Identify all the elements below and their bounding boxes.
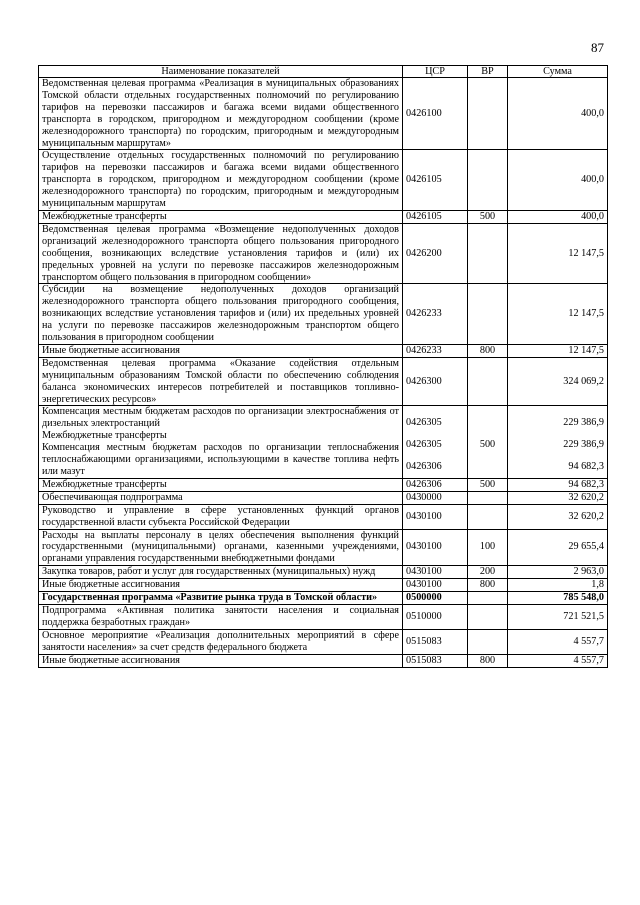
cell-vr: [468, 150, 508, 211]
cell-vr: 100: [468, 529, 508, 566]
cell-csr: 0426233: [403, 344, 468, 357]
merged-sum-cell: [508, 406, 608, 478]
table-row: [39, 566, 608, 579]
cell-sum: 1,8: [508, 579, 608, 592]
cell-name: Иные бюджетные ассигнования: [39, 344, 403, 357]
cell-name: Иные бюджетные ассигнования: [39, 579, 403, 592]
cell-sum: 29 655,4: [508, 529, 608, 566]
cell-csr: 0430100: [403, 504, 468, 529]
cell-sum: 12 147,5: [508, 284, 608, 345]
cell-csr: 0515083: [403, 629, 468, 654]
budget-table: [38, 65, 608, 668]
page-number: 87: [591, 40, 604, 55]
table-body-top: [39, 78, 608, 406]
cell-name: Ведомственная целевая программа «Возмещение недополученных доходов организаций железнодорожного транспорта общего пользования пригородного сообщения, возникающих вследствие установления тарифов и (или) их предельных уровней на услуги по перевозке пассажиров железнодорожным транспортом общего пользования в пригородном сообщении»: [39, 223, 403, 284]
cell-sum: 32 620,2: [508, 504, 608, 529]
cell-name: Ведомственная целевая программа «Реализация в муниципальных образованиях Томской области отдельных государственных полномочий по регулированию тарифов на перевозки пассажиров и багажа всеми видами общественного транспорта в городском, пригородном и междугородном сообщении (кроме железнодорожного транспорта) по городским, пригородным и междугородным муниципальным маршрутам»: [39, 78, 403, 150]
cell-vr: [468, 604, 508, 629]
merged-csr-cell: [403, 406, 468, 478]
cell-csr: 0430100: [403, 566, 468, 579]
cell-sum: 400,0: [508, 210, 608, 223]
merged-line-csr: 0426305: [406, 439, 442, 451]
cell-vr: 800: [468, 654, 508, 667]
merged-line-sum: 229 386,9: [563, 417, 604, 429]
cell-csr: 0426105: [403, 150, 468, 211]
cell-name: Руководство и управление в сфере установленных функций органов государственной власти субъекта Российской Федерации: [39, 504, 403, 529]
header-name: Наименование показателей: [39, 66, 403, 78]
table-row: [39, 223, 608, 284]
cell-csr: 0426300: [403, 357, 468, 406]
cell-csr: 0515083: [403, 654, 468, 667]
table-row: [39, 344, 608, 357]
cell-name: Расходы на выплаты персоналу в целях обеспечения выполнения функций государственными (муниципальными) органами, казенными учреждениями, органами управления государственными внебюджетными фондами: [39, 529, 403, 566]
cell-vr: [468, 284, 508, 345]
cell-sum: 785 548,0: [508, 592, 608, 605]
table-header-row: [39, 66, 608, 78]
table-row: [39, 504, 608, 529]
merged-line-vr: [471, 451, 504, 473]
cell-vr: [468, 504, 508, 529]
cell-name: Подпрограмма «Активная политика занятости населения и социальная поддержка безработных граждан»: [39, 604, 403, 629]
table-row: [39, 478, 608, 491]
cell-vr: 800: [468, 344, 508, 357]
merged-vr-cell: [468, 406, 508, 478]
cell-name: Ведомственная целевая программа «Оказание содействия отдельным муниципальным образованиям Томской области по обеспечению соблюдения баланса экономических интересов потребителей и поставщиков топливно-энергетических ресурсов»: [39, 357, 403, 406]
cell-csr: 0426200: [403, 223, 468, 284]
cell-vr: 800: [468, 579, 508, 592]
cell-csr: 0510000: [403, 604, 468, 629]
cell-csr: 0426100: [403, 78, 468, 150]
table-row: [39, 357, 608, 406]
cell-name: Государственная программа «Развитие рынка труда в Томской области»: [39, 592, 403, 605]
cell-csr: 0430000: [403, 491, 468, 504]
cell-sum: 400,0: [508, 78, 608, 150]
cell-csr: 0500000: [403, 592, 468, 605]
cell-vr: [468, 78, 508, 150]
cell-csr: 0430100: [403, 529, 468, 566]
cell-sum: 4 557,7: [508, 629, 608, 654]
table-row: [39, 629, 608, 654]
merged-name-cell: [39, 406, 403, 478]
merged-line-name: Компенсация местным бюджетам расходов по организации электроснабжения от дизельных электростанций: [42, 406, 399, 430]
cell-name: Субсидии на возмещение недополученных доходов организаций железнодорожного транспорта общего пользования пригородного сообщения, возникающих вследствие установления тарифов и (или) их предельных уровней на услуги по перевозке пассажиров железнодорожным транспортом общего пользования в пригородном сообщении: [39, 284, 403, 345]
cell-vr: 200: [468, 566, 508, 579]
merged-line-sum: 229 386,9: [563, 439, 604, 451]
cell-vr: [468, 629, 508, 654]
cell-sum: 12 147,5: [508, 344, 608, 357]
cell-csr: 0426105: [403, 210, 468, 223]
table-row: [39, 491, 608, 504]
cell-vr: [468, 592, 508, 605]
merged-line-name: Межбюджетные трансферты: [42, 430, 167, 442]
table-body-bottom: [39, 478, 608, 667]
cell-vr: 500: [468, 210, 508, 223]
merged-line-name: Компенсация местным бюджетам расходов по организации теплоснабжения теплоснабжающими организациями, использующими в качестве топлива нефть или мазут: [42, 442, 399, 477]
table-body-merged: [39, 406, 608, 478]
cell-vr: 500: [468, 478, 508, 491]
cell-sum: 2 963,0: [508, 566, 608, 579]
cell-name: Закупка товаров, работ и услуг для государственных (муниципальных) нужд: [39, 566, 403, 579]
cell-name: Иные бюджетные ассигнования: [39, 654, 403, 667]
header-vr: ВР: [468, 66, 508, 78]
cell-csr: 0426233: [403, 284, 468, 345]
table-row-merged: [39, 406, 608, 478]
cell-name: Межбюджетные трансферты: [39, 210, 403, 223]
table-row: [39, 284, 608, 345]
header-csr: ЦСР: [403, 66, 468, 78]
merged-line-csr: 0426305: [406, 417, 442, 429]
merged-line-vr: 500: [479, 439, 496, 451]
cell-sum: 400,0: [508, 150, 608, 211]
cell-csr: 0426306: [403, 478, 468, 491]
cell-vr: [468, 223, 508, 284]
cell-name: Осуществление отдельных государственных полномочий по регулированию тарифов на перевозки пассажиров и багажа всеми видами общественного транспорта в городском, пригородном и междугородном сообщении (кроме железнодорожного транспорта) по городским, пригородным и междугородным муниципальным маршрутам: [39, 150, 403, 211]
table-row: [39, 529, 608, 566]
cell-vr: [468, 357, 508, 406]
cell-csr: 0430100: [403, 579, 468, 592]
merged-line-sum: 94 682,3: [568, 461, 604, 473]
cell-name: Межбюджетные трансферты: [39, 478, 403, 491]
table-row: [39, 604, 608, 629]
cell-name: Обеспечивающая подпрограмма: [39, 491, 403, 504]
cell-sum: 324 069,2: [508, 357, 608, 406]
merged-line-vr: [471, 411, 504, 429]
table-row: [39, 654, 608, 667]
cell-vr: [468, 491, 508, 504]
table-row: [39, 78, 608, 150]
merged-line-csr: 0426306: [406, 461, 442, 473]
table-row: [39, 579, 608, 592]
header-sum: Сумма: [508, 66, 608, 78]
table-row: [39, 210, 608, 223]
table-row: [39, 592, 608, 605]
cell-sum: 12 147,5: [508, 223, 608, 284]
cell-sum: 94 682,3: [508, 478, 608, 491]
table-row: [39, 150, 608, 211]
cell-sum: 721 521,5: [508, 604, 608, 629]
cell-sum: 32 620,2: [508, 491, 608, 504]
cell-name: Основное мероприятие «Реализация дополнительных мероприятий в сфере занятости населения» за счет средств федерального бюджета: [39, 629, 403, 654]
cell-sum: 4 557,7: [508, 654, 608, 667]
